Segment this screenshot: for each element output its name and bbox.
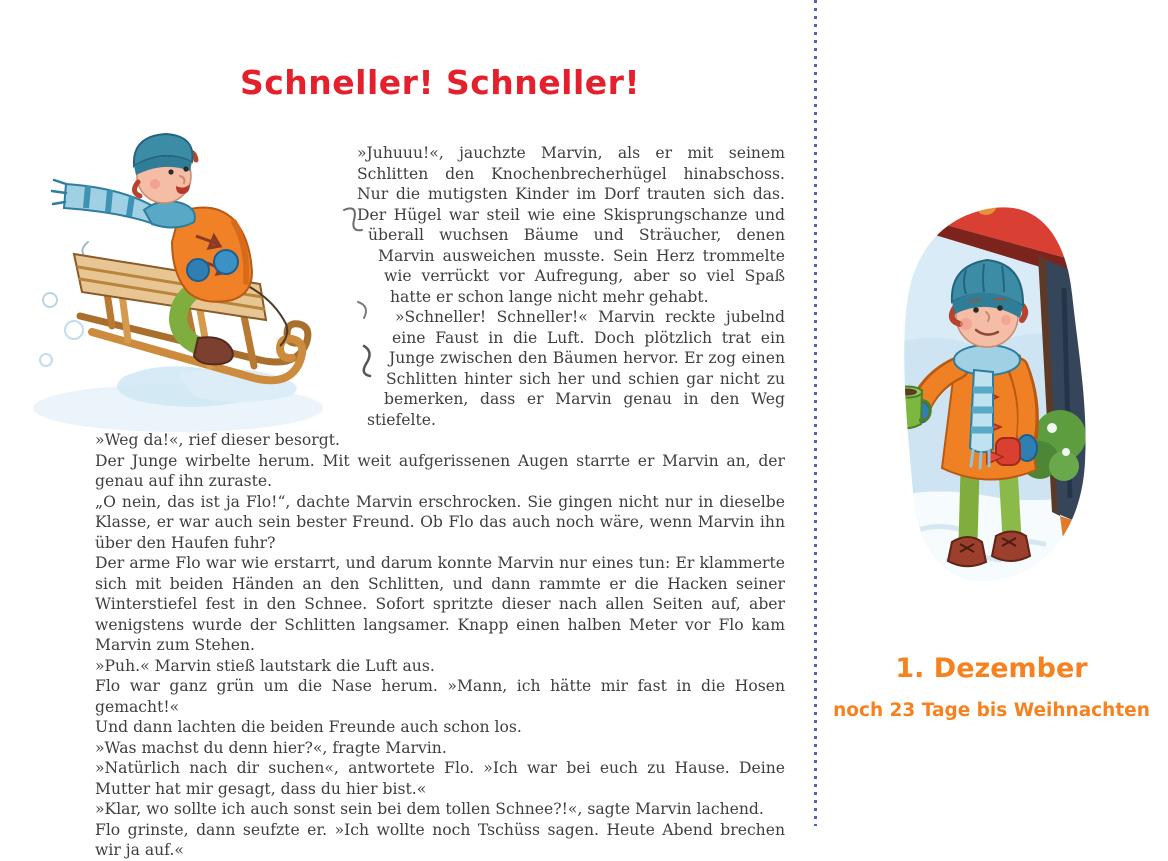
text-wrap-spacer (95, 287, 390, 308)
advent-door-scene-drawing (888, 198, 1100, 588)
text-wrap-spacer (95, 225, 368, 246)
text-wrap-spacer (95, 348, 389, 369)
story-paragraph: Flo war ganz grün um die Nase herum. »Mann, ich hätte mir fast in die Hosen gemacht!« (95, 677, 785, 716)
text-wrap-spacer (95, 143, 357, 225)
story-paragraph: Flo grinste, dann seufzte er. »Ich wollte noch Tschüss sagen. Heute Abend brechen wir ja auf.« (95, 820, 785, 859)
story-text (95, 143, 785, 861)
advent-countdown-text: noch 23 Tage bis Weihnachten (833, 700, 1150, 721)
story-paragraph: Der Junge wirbelte herum. Mit weit aufgerissenen Augen starrte er Marvin an, der genau auf ihn zuraste. (95, 451, 785, 490)
text-wrap-spacer (95, 369, 386, 390)
story-paragraph: „O nein, das ist ja Flo!“, dachte Marvin erschrocken. Sie gingen nicht nur in dieselbe Klasse, er war auch sein bester Freund. Ob Flo das auch noch wäre, wenn Marvin ihn über den Haufen fuhr? (95, 492, 785, 552)
text-wrap-spacer (95, 307, 395, 328)
story-paragraph: »Schneller! Schneller!« Marvin reckte jubelnd eine Faust in die Luft. Doch plötzlich trat ein Junge zwischen den Bäumen hervor. Er zog einen Schlitten hinter sich her und schien gar nicht zu bemerken, dass er Marvin genau in den Weg stiefelte. (367, 308, 785, 429)
story-paragraph: »Was machst du denn hier?«, fragte Marvin. (95, 738, 447, 757)
story-paragraph: »Puh.« Marvin stieß lautstark die Luft aus. (95, 656, 435, 675)
calendar-date-heading: 1. Dezember (895, 653, 1088, 684)
story-title: Schneller! Schneller! (239, 63, 641, 102)
text-wrap-spacer (95, 389, 384, 410)
story-paragraph: »Natürlich nach dir suchen«, antwortete Flo. »Ich war bei euch zu Hause. Deine Mutter hat mir gesagt, dass du hier bist.« (95, 759, 785, 798)
story-paragraph: »Klar, wo sollte ich auch sonst sein bei dem tollen Schnee?!«, sagte Marvin lachend. (95, 800, 764, 818)
story-paragraph: Der arme Flo war wie erstarrt, und darum konnte Marvin nur eines tun: Er klammerte sich mit beiden Händen an den Schlitten, und dann rammte er die Hacken seiner Winterstiefel fest in den Schnee. Sofort spritzte dieser nach allen Seiten auf, aber wenigstens wurde der Schlitten langsamer. Knapp einen halben Meter vor Flo kam Marvin zum Stehen. (95, 554, 785, 654)
boy-with-mug-illustration (888, 198, 1100, 588)
story-paragraph: »Juhuuu!«, jauchzte Marvin, als er mit seinem Schlitten den Knochenbrecherhügel hinabschoss. Nur die mutigsten Kinder im Dorf trauten sich das. Der Hügel war steil wie eine Skisprungschanze und überall wuchsen Bäume und Sträucher, denen Marvin ausweichen musste. Sein Herz trommelte wie verrückt vor Aufregung, aber so viel Spaß hatte er schon lange nicht mehr gehabt. (357, 144, 785, 306)
story-paragraph: Und dann lachten die beiden Freunde auch schon los. (95, 718, 522, 736)
text-wrap-spacer (95, 246, 378, 267)
text-wrap-spacer (95, 328, 392, 349)
text-wrap-spacer (95, 410, 367, 431)
story-paragraph: »Weg da!«, rief dieser besorgt. (95, 431, 340, 449)
text-wrap-spacer (95, 266, 384, 287)
